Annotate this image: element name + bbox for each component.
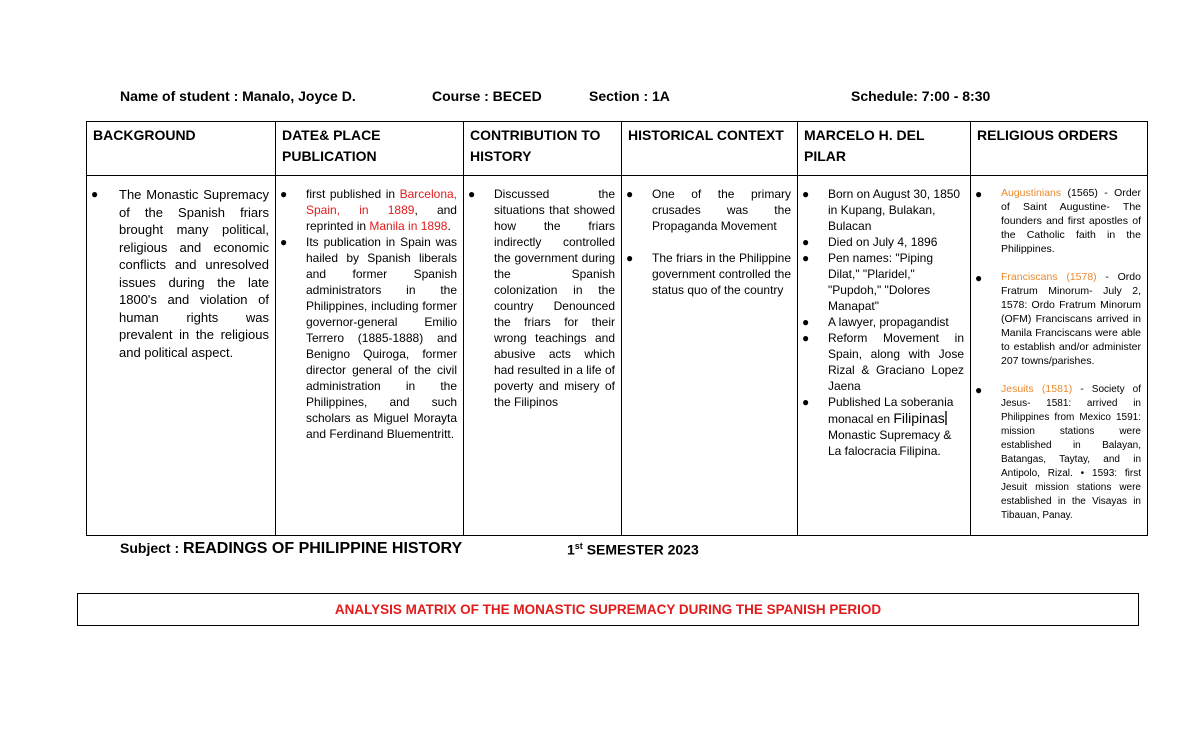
bullet-icon: ● xyxy=(802,315,810,329)
semester xyxy=(567,541,699,558)
analysis-matrix-table xyxy=(86,121,1148,536)
subject-value: READINGS OF PHILIPPINE HISTORY xyxy=(183,540,463,557)
pub-place-barcelona: Barcelona, Spain, in 1889 xyxy=(306,187,457,217)
col-header-del-pilar: MARCELO H. DEL PILAR xyxy=(798,122,971,176)
cell-background xyxy=(87,176,276,536)
list-item xyxy=(975,382,1141,522)
list-item xyxy=(280,234,457,442)
historical-text: One of the primary crusades was the Propaganda Movement xyxy=(652,187,791,233)
pub-text: , and reprinted in xyxy=(306,203,457,233)
subject xyxy=(120,540,462,558)
background-text: The Monastic Supremacy of the Spanish friars brought many political, religious and economic conflicts and unresolved issues during the late 1800's and violation of human rights was prevalent in the religious and political aspect. xyxy=(119,187,269,360)
section: Section : 1A xyxy=(589,88,670,104)
del-pilar-text: Monastic Supremacy & La falocracia Filipina. xyxy=(828,428,952,458)
bullet-icon: ● xyxy=(468,187,476,201)
subject-label: Subject : xyxy=(120,540,184,556)
list-item xyxy=(975,270,1141,368)
list-item xyxy=(802,250,964,314)
contribution-text: Discussed the situations that showed how the friars indirectly controlled the government during the Spanish colonization in the country Denounced the friars for their wrong teachings and abusive acts which had resulted in a life of poverty and misery of the Filipinos xyxy=(494,187,615,409)
cell-publication xyxy=(276,176,464,536)
del-pilar-text: Pen names: "Piping Dilat," "Plaridel," "Pupdoh," "Dolores Manapat" xyxy=(828,251,933,313)
bullet-icon: ● xyxy=(91,187,99,201)
del-pilar-text: Reform Movement in Spain, along with Jose Rizal & Graciano Lopez Jaena xyxy=(828,331,964,393)
bullet-icon: ● xyxy=(626,251,634,265)
bullet-icon: ● xyxy=(975,383,983,397)
pub-place-manila: Manila in 1898 xyxy=(369,219,448,233)
del-pilar-text: Filipinas xyxy=(893,410,945,426)
cell-del-pilar xyxy=(798,176,971,536)
del-pilar-text: Born on August 30, 1850 in Kupang, Bulakan, Bulacan xyxy=(828,187,961,233)
pub-text: first published in xyxy=(306,187,400,201)
semester-number: 1 xyxy=(567,541,575,558)
text-cursor-icon xyxy=(945,411,947,425)
list-item xyxy=(626,186,791,234)
del-pilar-text: Died on July 4, 1896 xyxy=(828,235,938,249)
cell-contribution xyxy=(464,176,622,536)
bullet-icon: ● xyxy=(626,187,634,201)
bullet-icon: ● xyxy=(280,187,288,201)
list-item xyxy=(802,394,964,459)
list-item xyxy=(468,186,615,410)
student-name: Name of student : Manalo, Joyce D. xyxy=(120,88,356,104)
bullet-icon: ● xyxy=(802,187,810,201)
col-header-historical: HISTORICAL CONTEXT xyxy=(622,122,798,176)
del-pilar-text: Published La soberania monacal en xyxy=(828,395,954,426)
order-text: (1565) xyxy=(1061,187,1105,199)
bullet-icon: ● xyxy=(802,235,810,249)
list-item xyxy=(280,186,457,234)
matrix-title-box xyxy=(77,593,1139,626)
list-item xyxy=(802,186,964,234)
header-row xyxy=(87,122,1148,176)
col-header-background: BACKGROUND xyxy=(87,122,276,176)
historical-text: The friars in the Philippine government controlled the status quo of the country xyxy=(652,251,791,297)
semester-suffix: st xyxy=(574,541,583,551)
schedule: Schedule: 7:00 - 8:30 xyxy=(851,88,991,104)
order-text: - Society of Jesus- 1581: arrived in Philippines from Mexico 1591: mission stations were established in Balayan, Batangas, Taytay, and in Antipolo, Rizal. • 1593: first Jesuit mission stations were established in the Visayas in Tibauan, Panay. xyxy=(1001,384,1141,521)
bullet-icon: ● xyxy=(280,235,288,249)
col-header-publication: DATE& PLACE PUBLICATION xyxy=(276,122,464,176)
pub-reception-text: Its publication in Spain was hailed by Spanish liberals and former Spanish administrators in the Philippines, including former governor-general Emilio Terrero (1885-1888) and Benigno Quiroga, former director general of the civil administration in the Philippines, and such scholars as Miguel Morayta and Ferdinand Bluementritt. xyxy=(306,235,457,441)
order-augustinians: Augustinians xyxy=(1001,187,1062,199)
pub-text: . xyxy=(447,219,451,233)
list-item xyxy=(975,186,1141,256)
order-franciscans: Franciscans (1578) xyxy=(1001,271,1097,283)
order-jesuits: Jesuits (1581) xyxy=(1001,383,1073,395)
list-item xyxy=(802,314,964,330)
bullet-icon: ● xyxy=(802,395,810,409)
list-item xyxy=(802,330,964,394)
cell-historical xyxy=(622,176,798,536)
col-header-religious: RELIGIOUS ORDERS xyxy=(971,122,1148,176)
course: Course : BECED xyxy=(432,88,542,104)
col-header-contribution: CONTRIBUTION TO HISTORY xyxy=(464,122,622,176)
del-pilar-text: A lawyer, propagandist xyxy=(828,315,949,329)
order-text: - Ordo Fratrum Minorum- July 2, 1578: Ordo Fratrum Minorum (OFM) Franciscans arrived in Manila Franciscans were able to establish and/or administer 207 towns/parishes. xyxy=(1001,271,1141,367)
bullet-icon: ● xyxy=(975,271,983,285)
list-item xyxy=(91,186,269,361)
content-row xyxy=(87,176,1148,536)
bullet-icon: ● xyxy=(802,331,810,345)
matrix-title: ANALYSIS MATRIX OF THE MONASTIC SUPREMACY DURING THE SPANISH PERIOD xyxy=(334,602,882,617)
list-item xyxy=(626,250,791,298)
cell-religious xyxy=(971,176,1148,536)
semester-text: SEMESTER 2023 xyxy=(582,541,699,558)
bullet-icon: ● xyxy=(802,251,810,265)
bullet-icon: ● xyxy=(975,187,983,201)
order-text: - Order of Saint Augustine- The founders and first apostles of the Catholic faith in the Philippines. xyxy=(1001,187,1141,255)
list-item xyxy=(802,234,964,250)
